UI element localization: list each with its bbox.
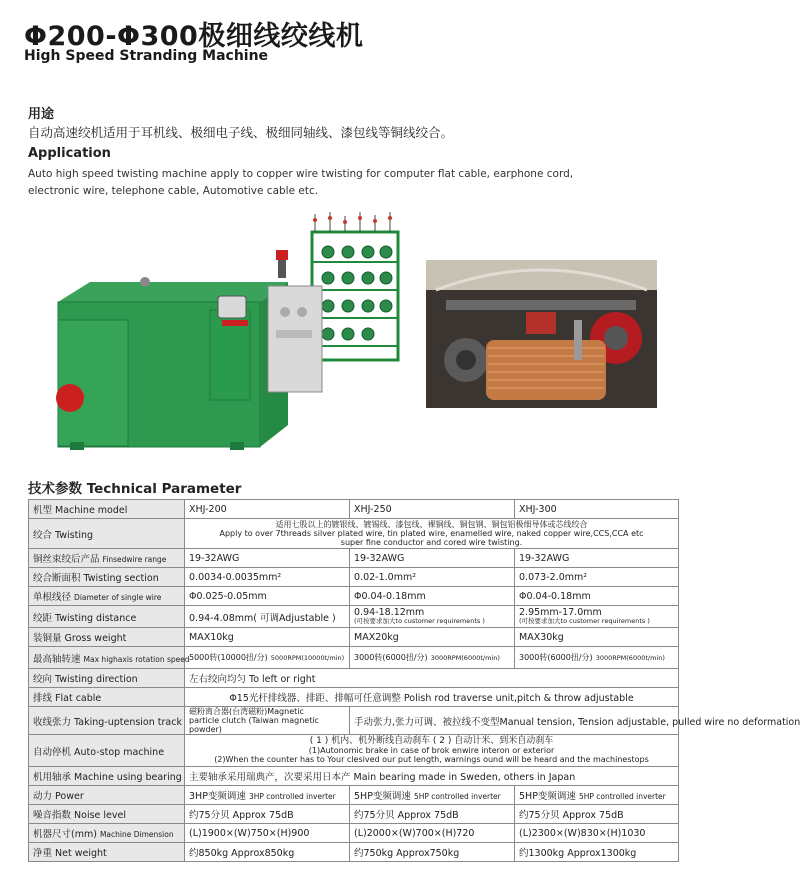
table-cell: 3HP变频调速 3HP controlled inverter	[185, 786, 350, 805]
table-row	[29, 549, 679, 568]
table-cell: 5000转(10000扭/分) 5000RPM(10000t/min)	[185, 647, 350, 669]
table-row	[29, 587, 679, 606]
table-cell: (L)2300×(W)830×(H)1030	[515, 824, 679, 843]
table-cell: Φ0.04-0.18mm	[515, 587, 679, 606]
table-row	[29, 519, 679, 549]
table-cell: 左右绞向均匀 To left or right	[185, 669, 679, 688]
row-label: 机用轴承 Machine using bearing	[29, 767, 185, 786]
table-cell: Φ0.025-0.05mm	[185, 587, 350, 606]
table-row	[29, 843, 679, 862]
usage-cn-heading: 用途	[28, 107, 55, 122]
page-title: Φ200-Φ300极细线绞线机	[24, 21, 364, 52]
table-row	[29, 824, 679, 843]
table-row	[29, 500, 679, 519]
row-label: 噪音指数 Noise level	[29, 805, 185, 824]
table-cell: 约75分贝 Approx 75dB	[515, 805, 679, 824]
table-cell: 手动张力,张力可调、被拉线不变型Manual tension, Tension adjustable, pulled wire no deformation	[350, 707, 679, 735]
table-row	[29, 647, 679, 669]
stranding-machine-illustration	[50, 210, 410, 455]
table-cell: (L)1900×(W)750×(H)900	[185, 824, 350, 843]
table-cell: 约75分贝 Approx 75dB	[185, 805, 350, 824]
table-row	[29, 669, 679, 688]
table-row	[29, 628, 679, 647]
table-cell: 0.0034-0.0035mm²	[185, 568, 350, 587]
row-label: 收线张力 Taking-uptension track	[29, 707, 185, 735]
table-cell: 19-32AWG	[185, 549, 350, 568]
table-cell: 19-32AWG	[350, 549, 515, 568]
table-cell: 0.94-18.12mm (可按要求加大to customer requirements )	[350, 606, 515, 628]
table-cell: 0.94-4.08mm( 可调Adjustable )	[185, 606, 350, 628]
row-label: 绞向 Twisting direction	[29, 669, 185, 688]
table-cell: MAX10kg	[185, 628, 350, 647]
spool-photo	[426, 260, 657, 408]
table-cell: XHJ-200	[185, 500, 350, 519]
row-label: 最高轴转速 Max highaxis rotation speed	[29, 647, 185, 669]
table-cell: 5HP变频调速 5HP controlled inverter	[515, 786, 679, 805]
table-cell: 约750kg Approx750kg	[350, 843, 515, 862]
page-subtitle: High Speed Stranding Machine	[24, 48, 269, 64]
table-cell: XHJ-250	[350, 500, 515, 519]
usage-en-text: Auto high speed twisting machine apply to copper wire twisting for computer flat cable, earphone cord, electronic wire, telephone cable, Automotive cable etc.	[28, 168, 574, 197]
table-cell: 约75分贝 Approx 75dB	[350, 805, 515, 824]
row-label: 单根线径 Diameter of single wire	[29, 587, 185, 606]
cell-line: super fine conductor and cored wire twisting.	[340, 538, 523, 547]
table-cell: 0.073-2.0mm²	[515, 568, 679, 587]
row-label: 绞合 Twisting	[29, 519, 185, 549]
row-label: 铜丝束绞后产品 Finsedwire range	[29, 549, 185, 568]
row-label: 机器尺寸(mm) Machine Dimension	[29, 824, 185, 843]
table-row	[29, 606, 679, 628]
table-cell: (L)2000×(W)700×(H)720	[350, 824, 515, 843]
table-cell: MAX20kg	[350, 628, 515, 647]
table-cell: ( 1 ) 机内、机外断线自动刹车 ( 2 ) 自动计米、到米自动刹车 (1)Autonomic brake in case of brok enwire interon or exterior (2)When the counter has to Your clesived our put length, warnings ound will be heard and the machinestops	[185, 735, 679, 767]
table-cell: Φ0.04-0.18mm	[350, 587, 515, 606]
table-cell: 5HP变频调速 5HP controlled inverter	[350, 786, 515, 805]
table-row	[29, 735, 679, 767]
table-cell: 约850kg Approx850kg	[185, 843, 350, 862]
row-label: 动力 Power	[29, 786, 185, 805]
table-cell: 3000转(6000扭/分) 3000RPM(6000t/min)	[350, 647, 515, 669]
table-row	[29, 707, 679, 735]
technical-parameter-title: 技术参数 Technical Parameter	[28, 481, 242, 497]
table-row	[29, 805, 679, 824]
cell-line: Apply to over 7threads silver plated wire, tin plated wire, enamelled wire, naked copper wire,CCS,CCA etc	[219, 529, 644, 538]
table-cell: MAX30kg	[515, 628, 679, 647]
table-cell: 0.02-1.0mm²	[350, 568, 515, 587]
table-row	[29, 767, 679, 786]
usage-en-heading: Application	[28, 146, 111, 161]
table-cell: 19-32AWG	[515, 549, 679, 568]
table-cell: Φ15光杆排线器、排距、排幅可任意调整 Polish rod traverse unit,pitch & throw adjustable	[185, 688, 679, 707]
table-cell: 磁粉离合器(台湾磁粉)Magnetic particle clutch (Taiwan magnetic powder)	[185, 707, 350, 735]
technical-parameter-table	[28, 499, 800, 862]
table-row	[29, 568, 679, 587]
table-cell: XHJ-300	[515, 500, 679, 519]
table-cell: 约1300kg Approx1300kg	[515, 843, 679, 862]
row-label: 绞距 Twisting distance	[29, 606, 185, 628]
cell-line: 适用七股以上的镀银线、镀锡线、漆包线、裸铜线、铜包钢、铜包铝极细导体或芯线绞合	[275, 520, 588, 529]
row-label: 装铜量 Gross weight	[29, 628, 185, 647]
table-row	[29, 786, 679, 805]
table-cell: 主要轴承采用瑞典产，次要采用日本产 Main bearing made in Sweden, others in Japan	[185, 767, 679, 786]
table-cell	[185, 519, 679, 549]
usage-cn-text: 自动高速绞机适用于耳机线、极细电子线、极细同轴线、漆包线等铜线绞合。	[28, 125, 454, 140]
row-label: 排线 Flat cable	[29, 688, 185, 707]
row-label: 自动停机 Auto-stop machine	[29, 735, 185, 767]
row-label: 机型 Machine model	[29, 500, 185, 519]
row-label: 绞合断面积 Twisting section	[29, 568, 185, 587]
table-cell: 3000转(6000扭/分) 3000RPM(6000t/min)	[515, 647, 679, 669]
table-cell: 2.95mm-17.0mm (可按要求加大to customer requirements )	[515, 606, 679, 628]
table-row	[29, 688, 679, 707]
row-label: 净重 Net weight	[29, 843, 185, 862]
